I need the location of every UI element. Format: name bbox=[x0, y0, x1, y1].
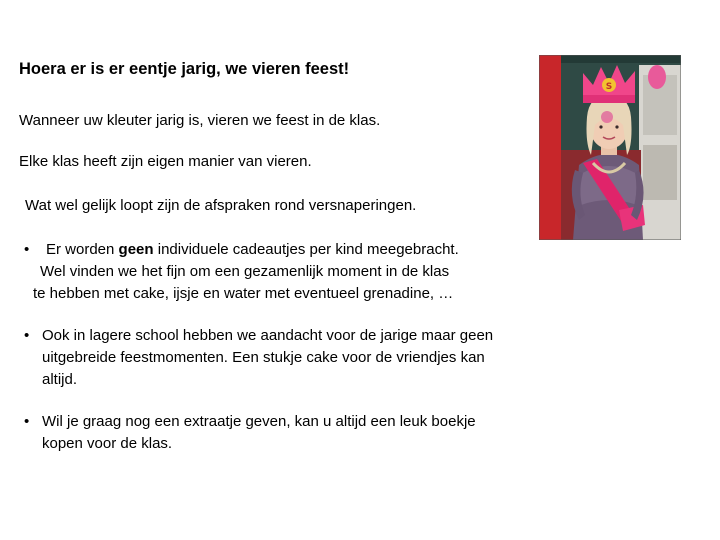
bullet-1-line-1 bbox=[24, 239, 524, 261]
bullet-1-line-3: te hebben met cake, ijsje en water met eventueel grenadine, … bbox=[33, 285, 454, 302]
paragraph-1: Wanneer uw kleuter jarig is, vieren we feest in de klas. bbox=[19, 112, 381, 129]
svg-text:S: S bbox=[605, 82, 613, 92]
bullet-item-3 bbox=[24, 411, 514, 455]
bullet-marker: • bbox=[24, 413, 30, 430]
bullet-1-text-end: individuele cadeautjes per kind meegebracht. bbox=[153, 241, 459, 258]
bullet-1-line-2: Wel vinden we het fijn om een gezamenlijk moment in de klas bbox=[40, 263, 450, 280]
bullet-marker: • bbox=[24, 241, 30, 258]
bullet-2-text: Ook in lagere school hebben we aandacht voor de jarige maar geen uitgebreide feestmomenten. Een stukje cake voor de vriendjes kan altijd. bbox=[42, 327, 494, 388]
bullet-3-text: Wil je graag nog een extraatje geven, kan u altijd een leuk boekje kopen voor de klas. bbox=[42, 413, 476, 452]
bullet-item-2 bbox=[24, 325, 514, 391]
slide-title: Hoera er is er eentje jarig, we vieren feest! bbox=[19, 60, 350, 78]
paragraph-3: Wat wel gelijk loopt zijn de afspraken rond versnaperingen. bbox=[25, 197, 417, 214]
birthday-child-photo bbox=[539, 55, 681, 240]
bullet-item-1 bbox=[24, 239, 524, 305]
bullet-1-emphasis: geen bbox=[118, 241, 154, 258]
paragraph-2: Elke klas heeft zijn eigen manier van vieren. bbox=[19, 153, 312, 170]
bullet-1-text-start: Er worden bbox=[46, 241, 119, 258]
bullet-marker: • bbox=[24, 327, 30, 344]
